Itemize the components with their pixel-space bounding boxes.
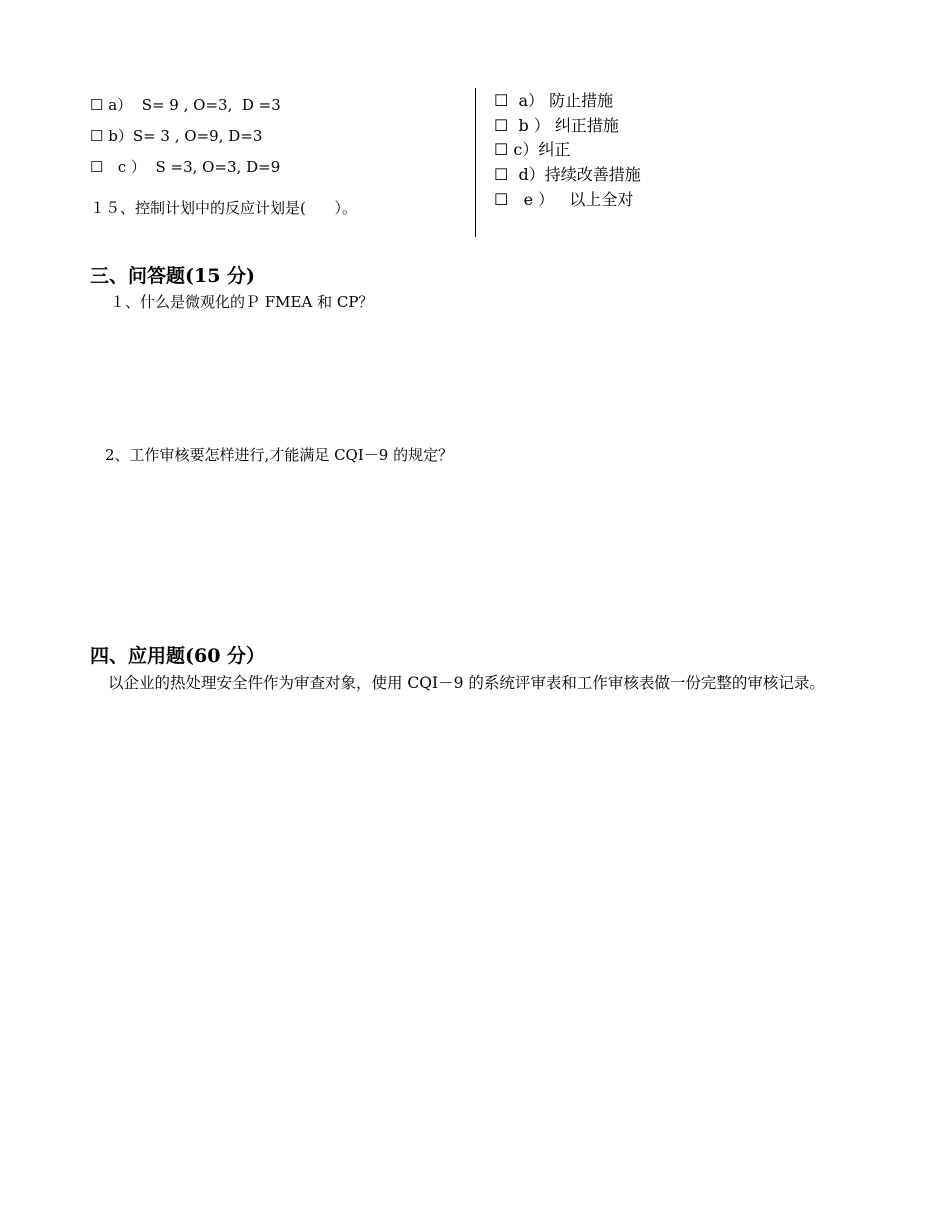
q14-option-b[interactable]: ☐ b）S= 3 , O=9, D=3 <box>90 127 263 145</box>
section-4-body: 以企业的热处理安全件作为审查对象，使用 CQI－9 的系统评审表和工作审核表做一份完整的审核记录。 <box>108 674 825 692</box>
section-3-heading: 三、问答题(15 分) <box>90 265 256 287</box>
section-3-question-2: 2、工作审核要怎样进行,才能满足 CQI－9 的规定？ <box>105 446 454 464</box>
q15-option-b[interactable]: ☐ b ） 纠正措施 <box>494 115 619 135</box>
q15-options-column <box>494 90 794 213</box>
q14-options-column <box>90 94 470 219</box>
q15-option-e[interactable]: ☐ e ） 以上全对 <box>494 189 634 209</box>
q15-option-c[interactable]: ☐ c）纠正 <box>494 140 571 160</box>
q15-option-d[interactable]: ☐ d）持续改善措施 <box>494 165 641 185</box>
q14-option-a[interactable]: ☐ a） S= 9 , O=3, D =3 <box>90 96 281 114</box>
q14-option-c[interactable]: ☐ c ） S =3, O=3, D=9 <box>90 158 281 176</box>
section-4-heading: 四、应用题(60 分） <box>90 645 266 667</box>
column-divider <box>475 88 476 237</box>
q15-question: １５、控制计划中的反应计划是( ）。 <box>90 199 357 217</box>
section-3-question-1: １、什么是微观化的Ｐ FMEA 和 CP？ <box>110 293 374 311</box>
q15-option-a[interactable]: ☐ a） 防止措施 <box>494 91 614 110</box>
